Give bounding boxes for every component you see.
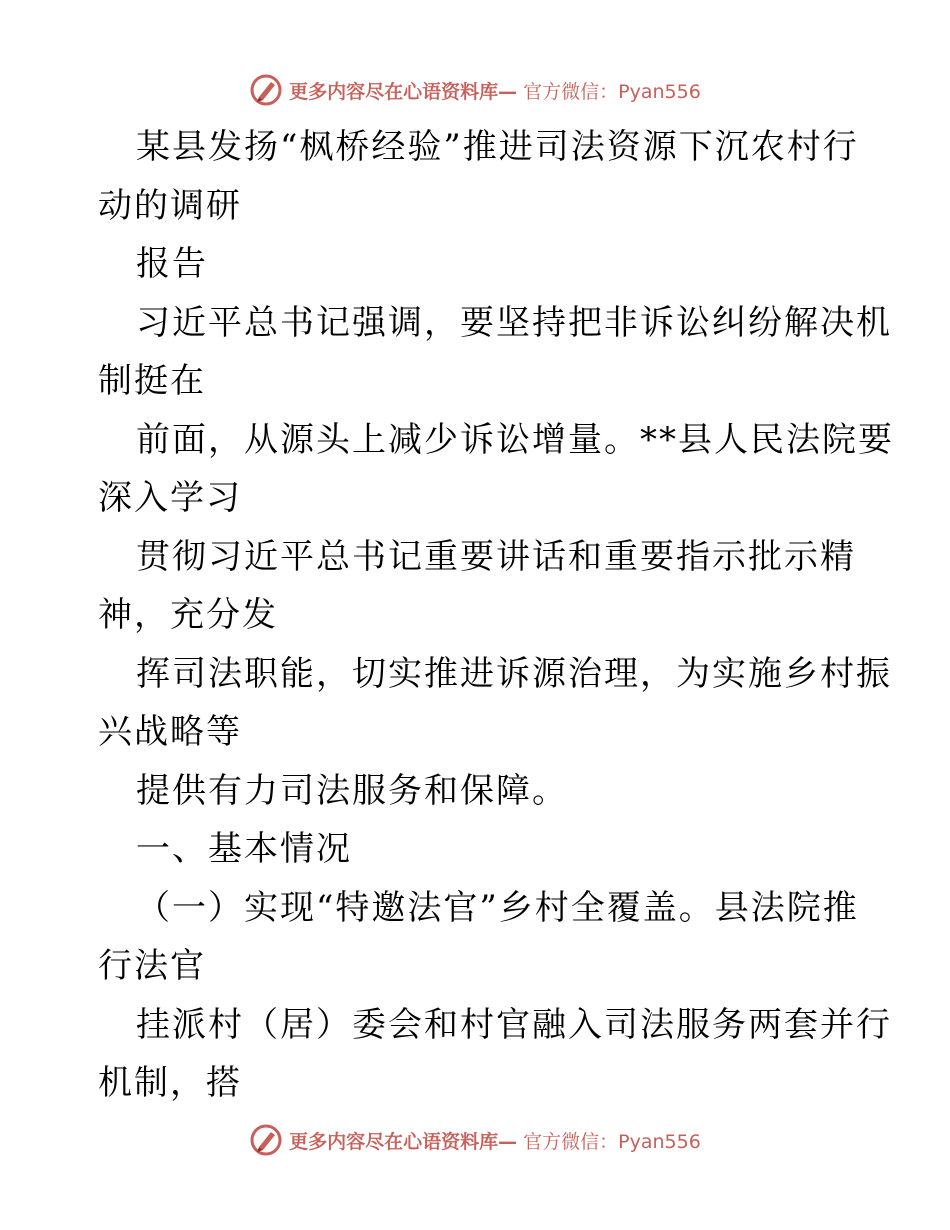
body-line: 报告 xyxy=(136,244,208,284)
body-line: 贯彻习近平总书记重要讲话和重要指示批示精 xyxy=(136,536,856,577)
body-line: 提供有力司法服务和保障。 xyxy=(136,770,568,811)
body-line: 兴战略等 xyxy=(98,712,242,752)
body-line: 某县发扬“枫桥经验”推进司法资源下沉农村行 xyxy=(136,127,859,167)
body-line: 挥司法职能，切实推进诉源治理，为实施乡村振 xyxy=(136,653,892,694)
section-heading: 一、基本情况 xyxy=(136,829,352,869)
footer-watermark-banner xyxy=(0,1120,950,1160)
banner-wechat: 官方微信：Pyan556 xyxy=(523,80,701,103)
body-line: （一）实现“特邀法官”乡村全覆盖。县法院推 xyxy=(136,887,859,928)
header-watermark-banner xyxy=(0,70,950,110)
body-line: 行法官 xyxy=(98,946,206,986)
body-line: 机制，搭 xyxy=(98,1063,242,1103)
body-line: 习近平总书记强调，要坚持把非诉讼纠纷解决机 xyxy=(136,302,892,343)
body-line: 挂派村（居）委会和村官融入司法服务两套并行 xyxy=(136,1004,892,1045)
banner-wechat: 官方微信：Pyan556 xyxy=(523,1130,701,1153)
document-body xyxy=(98,118,894,1113)
pen-circle-logo-icon xyxy=(249,73,283,107)
banner-text: 更多内容尽在心语资料库— xyxy=(289,1130,518,1153)
banner-text: 更多内容尽在心语资料库— xyxy=(289,80,518,103)
body-line: 前面，从源头上减少诉讼增量。**县人民法院要 xyxy=(136,419,894,460)
body-line: 神，充分发 xyxy=(98,595,278,635)
pen-circle-logo-icon xyxy=(249,1123,283,1157)
body-line: 动的调研 xyxy=(98,185,242,226)
body-line: 深入学习 xyxy=(98,478,242,518)
body-line: 制挺在 xyxy=(98,361,206,401)
